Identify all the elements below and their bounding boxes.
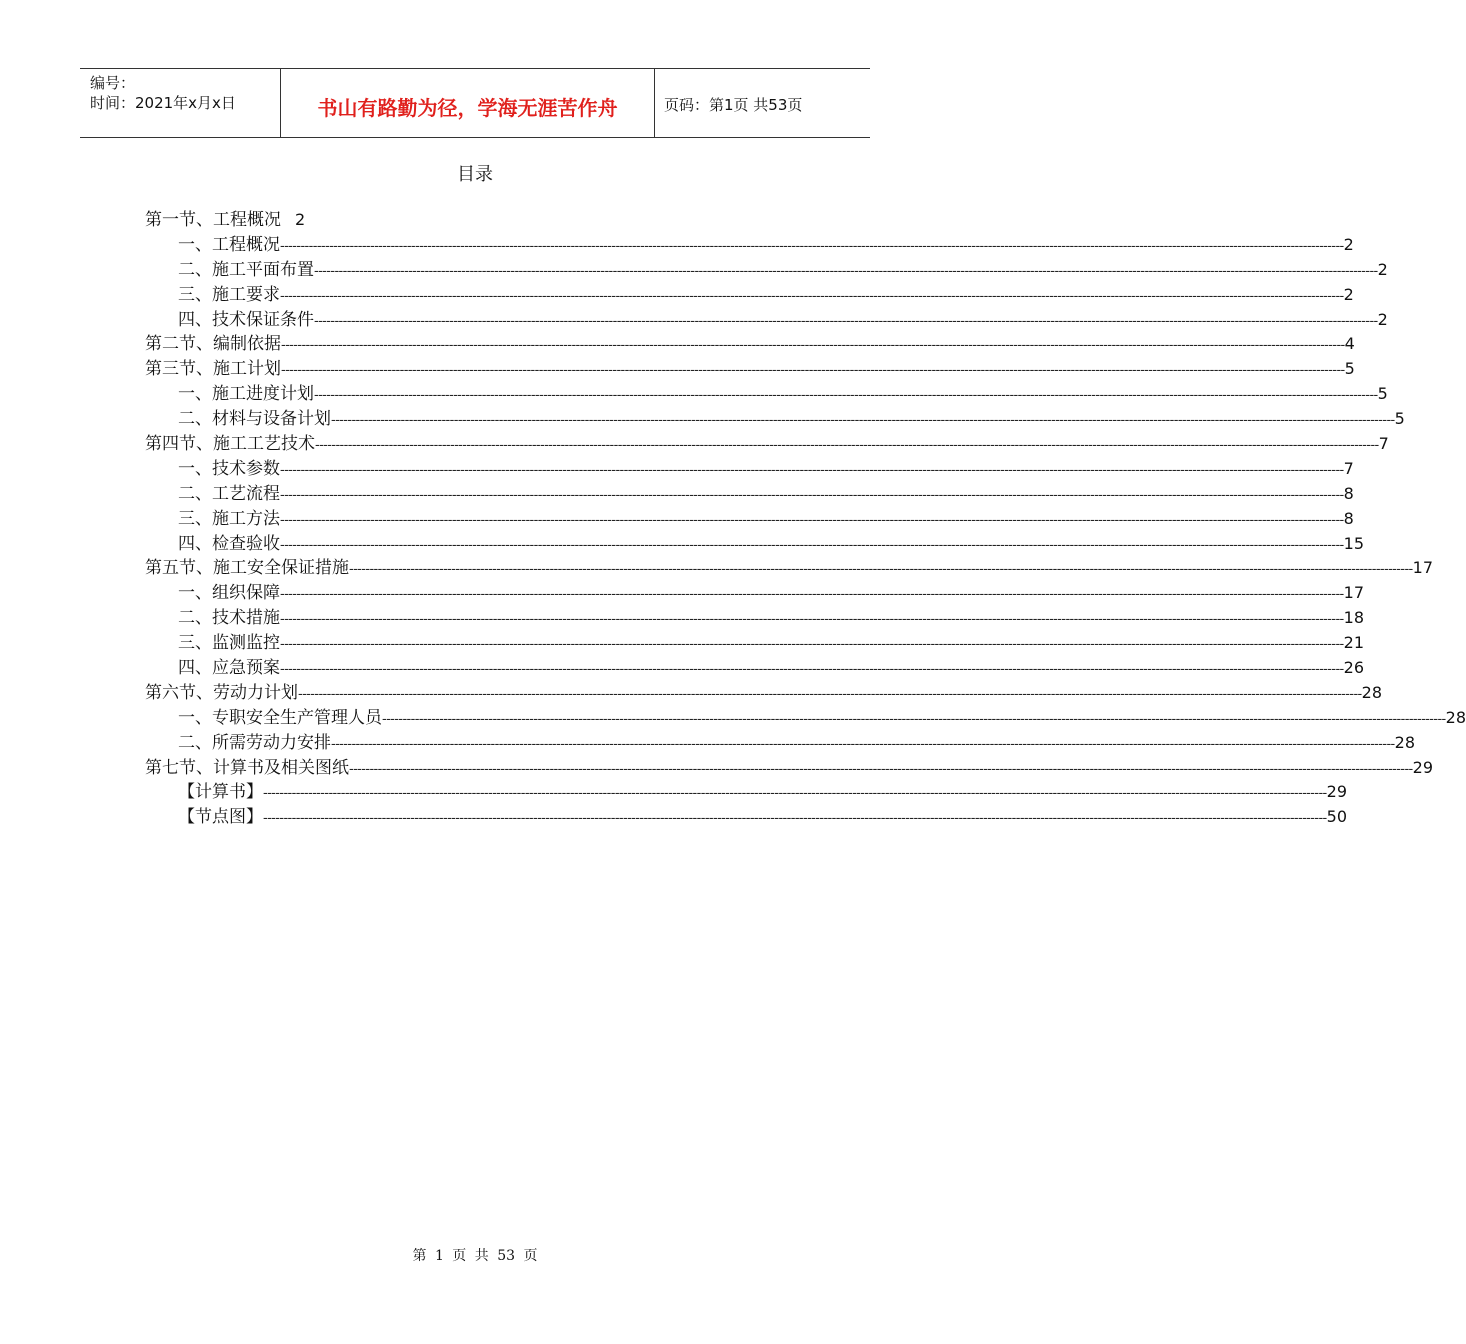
- toc-entry-title: 第一节、工程概况: [145, 210, 281, 230]
- toc-entry-page: 2: [1377, 259, 1388, 279]
- toc-entry[interactable]: [145, 756, 1434, 781]
- toc-entry-title: 四、技术保证条件: [178, 309, 314, 330]
- toc-entry[interactable]: [145, 308, 1388, 333]
- toc-entry[interactable]: [145, 208, 807, 233]
- toc-entry-page: 7: [1343, 458, 1354, 478]
- header-page-cell: [654, 69, 870, 137]
- toc-entry[interactable]: [145, 706, 1466, 731]
- toc-entry-page: 5: [1394, 409, 1405, 429]
- toc-entry-title: 一、技术参数: [178, 458, 280, 479]
- toc-entry-page: 5: [1377, 384, 1388, 404]
- toc-entry-title: 【节点图】: [178, 807, 263, 828]
- toc-entry[interactable]: [145, 556, 1434, 581]
- page-footer: 第 1 页 共 53 页: [412, 1248, 538, 1264]
- toc-entry[interactable]: [145, 382, 1388, 407]
- toc-entry-page: 28: [1445, 707, 1466, 727]
- toc-entry-page: 2: [295, 210, 306, 229]
- toc-entry-title: 二、施工平面布置: [178, 259, 314, 280]
- toc-entry[interactable]: [145, 407, 1405, 432]
- toc-leader: --------------------------------------------------------------------------------------------------------------------------------------------------------------------------------------------------------------------------------------------------------------------: [280, 288, 1344, 304]
- toc-entry[interactable]: [145, 780, 1348, 805]
- toc-leader: --------------------------------------------------------------------------------------------------------------------------------------------------------------------------------------------------------------------------------------------------------------------: [349, 562, 1413, 578]
- toc-entry-title: 【计算书】: [178, 782, 263, 803]
- toc-leader: --------------------------------------------------------------------------------------------------------------------------------------------------------------------------------------------------------------------------------------------------------------------: [280, 462, 1344, 478]
- toc-entry[interactable]: [145, 507, 1354, 532]
- toc-leader: --------------------------------------------------------------------------------------------------------------------------------------------------------------------------------------------------------------------------------------------------------------------: [280, 487, 1344, 503]
- toc-entry-page: 2: [1377, 309, 1388, 329]
- doc-time-label: 时间：2021年x月x日: [90, 94, 236, 112]
- toc-entry-page: 17: [1412, 558, 1434, 578]
- toc-entry-title: 一、组织保障: [178, 583, 280, 604]
- toc-entry-page: 26: [1343, 658, 1365, 678]
- toc-entry[interactable]: [145, 332, 1355, 357]
- toc-entry-page: 29: [1326, 782, 1348, 802]
- toc-leader: --------------------------------------------------------------------------------------------------------------------------------------------------------------------------------------------------------------------------------------------------------------------: [331, 736, 1395, 752]
- toc-entry-page: 8: [1343, 483, 1354, 503]
- toc-entry[interactable]: [145, 606, 1365, 631]
- toc-leader: --------------------------------------------------------------------------------------------------------------------------------------------------------------------------------------------------------------------------------------------------------------------: [263, 786, 1327, 802]
- toc-entry[interactable]: [145, 581, 1365, 606]
- page-header: [80, 68, 870, 138]
- toc-leader: --------------------------------------------------------------------------------------------------------------------------------------------------------------------------------------------------------------------------------------------------------------------: [280, 637, 1344, 653]
- toc-entry-title: 第七节、计算书及相关图纸: [145, 757, 349, 778]
- toc-leader: --------------------------------------------------------------------------------------------------------------------------------------------------------------------------------------------------------------------------------------------------------------------: [280, 537, 1344, 553]
- toc-entry-page: 29: [1412, 757, 1434, 777]
- toc-leader: --------------------------------------------------------------------------------------------------------------------------------------------------------------------------------------------------------------------------------------------------------------------: [314, 388, 1378, 404]
- toc-leader: --------------------------------------------------------------------------------------------------------------------------------------------------------------------------------------------------------------------------------------------------------------------: [281, 338, 1345, 354]
- toc-entry-page: 28: [1394, 732, 1416, 752]
- toc-entry[interactable]: [145, 532, 1365, 557]
- toc-entry-title: 三、施工要求: [178, 284, 280, 305]
- header-meta: [80, 69, 280, 137]
- toc-entry-title: 第五节、施工安全保证措施: [145, 558, 349, 579]
- toc-entry-title: 一、工程概况: [178, 234, 280, 255]
- toc-leader: --------------------------------------------------------------------------------------------------------------------------------------------------------------------------------------------------------------------------------------------------------------------: [314, 263, 1378, 279]
- toc-entry-page: 50: [1326, 807, 1348, 827]
- toc-leader: --------------------------------------------------------------------------------------------------------------------------------------------------------------------------------------------------------------------------------------------------------------------: [280, 612, 1344, 628]
- toc-entry-title: 一、施工进度计划: [178, 384, 314, 405]
- toc-leader: --------------------------------------------------------------------------------------------------------------------------------------------------------------------------------------------------------------------------------------------------------------------: [331, 413, 1395, 429]
- toc-entry-title: 四、应急预案: [178, 658, 280, 679]
- toc-entry[interactable]: [145, 482, 1354, 507]
- toc-entry-title: 二、所需劳动力安排: [178, 732, 331, 753]
- toc-entry-title: 第六节、劳动力计划: [145, 682, 298, 703]
- toc-entry[interactable]: [145, 805, 1348, 830]
- toc-leader: --------------------------------------------------------------------------------------------------------------------------------------------------------------------------------------------------------------------------------------------------------------------: [314, 313, 1378, 329]
- toc-entry-title: 四、检查验收: [178, 533, 280, 554]
- toc-entry[interactable]: [145, 457, 1354, 482]
- toc-entry-title: 三、监测监控: [178, 633, 280, 654]
- toc-entry-page: 15: [1343, 533, 1365, 553]
- toc-entry-page: 17: [1343, 583, 1365, 603]
- toc-entry-page: 21: [1343, 633, 1365, 653]
- toc-entry-page: 5: [1344, 359, 1355, 379]
- header-motto: 书山有路勤为径，学海无涯苦作舟: [317, 96, 618, 120]
- toc-entry-page: 28: [1361, 682, 1383, 702]
- toc-entry-page: 2: [1343, 284, 1354, 304]
- toc-leader: --------------------------------------------------------------------------------------------------------------------------------------------------------------------------------------------------------------------------------------------------------------------: [382, 711, 1446, 727]
- toc-entry[interactable]: [145, 432, 1389, 457]
- toc-title: 目录: [457, 164, 493, 185]
- toc-entry-page: 4: [1344, 334, 1355, 354]
- toc-entry[interactable]: [145, 283, 1354, 308]
- toc-leader: --------------------------------------------------------------------------------------------------------------------------------------------------------------------------------------------------------------------------------------------------------------------: [281, 363, 1345, 379]
- toc-leader: --------------------------------------------------------------------------------------------------------------------------------------------------------------------------------------------------------------------------------------------------------------------: [263, 811, 1327, 827]
- toc-entry[interactable]: [145, 631, 1365, 656]
- toc-entry[interactable]: [145, 681, 1383, 706]
- toc-entry[interactable]: [145, 731, 1416, 756]
- toc-leader: --------------------------------------------------------------------------------------------------------------------------------------------------------------------------------------------------------------------------------------------------------------------: [280, 662, 1344, 678]
- toc-entry-page: 7: [1378, 434, 1389, 454]
- toc-entry[interactable]: [145, 357, 1355, 382]
- toc-entry-title: 第二节、编制依据: [145, 334, 281, 355]
- toc-entry-title: 一、专职安全生产管理人员: [178, 707, 382, 728]
- toc-entry[interactable]: [145, 233, 1354, 258]
- toc-leader: --------------------------------------------------------------------------------------------------------------------------------------------------------------------------------------------------------------------------------------------------------------------: [315, 438, 1379, 454]
- table-of-contents: [145, 208, 1466, 830]
- header-motto-cell: [280, 69, 655, 137]
- header-page-info: 页码：第1页 共53页: [664, 96, 803, 114]
- toc-entry-title: 二、材料与设备计划: [178, 409, 331, 430]
- toc-leader: --------------------------------------------------------------------------------------------------------------------------------------------------------------------------------------------------------------------------------------------------------------------: [280, 587, 1344, 603]
- toc-entry[interactable]: [145, 258, 1388, 283]
- toc-entry-page: 8: [1343, 508, 1354, 528]
- toc-leader: --------------------------------------------------------------------------------------------------------------------------------------------------------------------------------------------------------------------------------------------------------------------: [280, 512, 1344, 528]
- toc-leader: --------------------------------------------------------------------------------------------------------------------------------------------------------------------------------------------------------------------------------------------------------------------: [280, 238, 1344, 254]
- toc-leader: --------------------------------------------------------------------------------------------------------------------------------------------------------------------------------------------------------------------------------------------------------------------: [349, 761, 1413, 777]
- toc-entry-title: 第三节、施工计划: [145, 359, 281, 380]
- toc-entry-title: 第四节、施工工艺技术: [145, 434, 315, 455]
- toc-entry-title: 二、工艺流程: [178, 483, 280, 504]
- doc-number-label: 编号：: [90, 74, 136, 92]
- toc-entry-page: 2: [1343, 234, 1354, 254]
- toc-entry-title: 三、施工方法: [178, 508, 280, 529]
- toc-leader: --------------------------------------------------------------------------------------------------------------------------------------------------------------------------------------------------------------------------------------------------------------------: [298, 686, 1362, 702]
- toc-entry-page: 18: [1343, 608, 1365, 628]
- toc-entry-title: 二、技术措施: [178, 608, 280, 629]
- toc-entry[interactable]: [145, 656, 1365, 681]
